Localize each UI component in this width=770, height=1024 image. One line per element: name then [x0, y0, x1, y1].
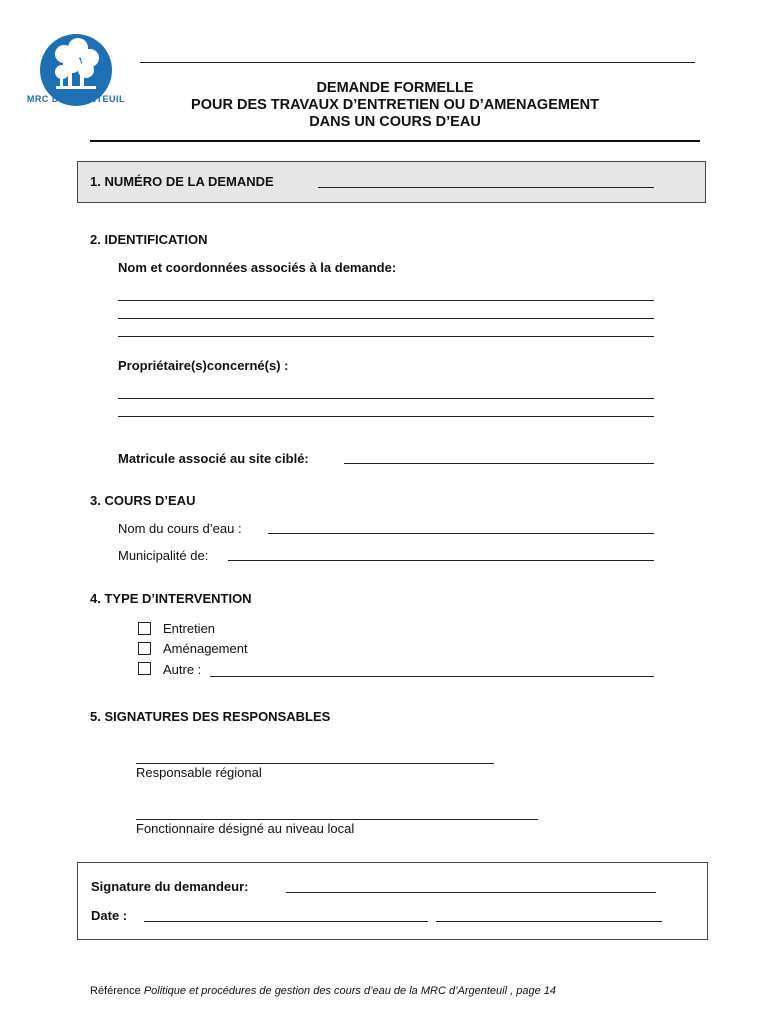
river-name-field[interactable]	[268, 533, 654, 534]
section-identification-heading: 2. IDENTIFICATION	[90, 232, 208, 247]
owners-field-1[interactable]	[118, 398, 654, 399]
footer-reference	[90, 985, 556, 997]
river-name-label: Nom du cours d’eau :	[118, 521, 242, 536]
date-field-1[interactable]	[144, 921, 428, 922]
autre-field[interactable]	[210, 676, 654, 677]
owners-label: Propriétaire(s)concerné(s) :	[118, 358, 289, 373]
regional-signature-label: Responsable régional	[136, 765, 262, 780]
names-field-2[interactable]	[118, 318, 654, 319]
names-field-1[interactable]	[118, 300, 654, 301]
option-amenagement-label: Aménagement	[163, 641, 248, 656]
checkbox-amenagement[interactable]	[138, 642, 151, 655]
applicant-signature-label: Signature du demandeur:	[91, 879, 249, 894]
date-field-2[interactable]	[436, 921, 662, 922]
header-top-rule	[140, 62, 695, 63]
option-entretien-label: Entretien	[163, 621, 216, 636]
logo-text: MRC D'ARGENTEUIL	[26, 94, 126, 104]
title-line-1: DEMANDE FORMELLE	[316, 80, 474, 96]
footer-document-title: Politique et procédures de gestion des cours d’eau de la MRC d’Argenteuil , page 14	[143, 985, 556, 997]
applicant-box	[77, 862, 708, 940]
title-rule	[90, 140, 700, 142]
names-field-3[interactable]	[118, 336, 654, 337]
title-line-2: POUR DES TRAVAUX D’ENTRETIEN OU D’AMENAGEMENT	[191, 97, 599, 113]
date-label: Date :	[91, 908, 128, 923]
request-number-label: 1. NUMÉRO DE LA DEMANDE	[90, 174, 274, 189]
title-line-3: DANS UN COURS D’EAU	[309, 114, 481, 130]
checkbox-entretien[interactable]	[138, 622, 151, 635]
regional-signature-line[interactable]	[136, 763, 494, 764]
matricule-field[interactable]	[344, 463, 654, 464]
local-signature-label: Fonctionnaire désigné au niveau local	[136, 821, 355, 836]
document-title	[90, 80, 700, 131]
local-signature-line[interactable]	[136, 819, 538, 820]
section-request-number	[77, 161, 706, 203]
applicant-signature-field[interactable]	[286, 892, 656, 893]
section-intervention-heading: 4. TYPE D’INTERVENTION	[90, 591, 252, 606]
owners-field-2[interactable]	[118, 416, 654, 417]
names-label: Nom et coordonnées associés à la demande:	[118, 260, 397, 275]
footer-prefix: Référence	[90, 985, 141, 997]
section-signatures-heading: 5. SIGNATURES DES RESPONSABLES	[90, 709, 331, 724]
municipality-label: Municipalité de:	[118, 548, 209, 563]
request-number-field[interactable]	[318, 187, 654, 188]
section-watercourse-heading: 3. COURS D’EAU	[90, 493, 196, 508]
matricule-label: Matricule associé au site ciblé:	[118, 451, 309, 466]
checkbox-autre[interactable]	[138, 662, 151, 675]
option-autre-label: Autre :	[163, 662, 202, 677]
municipality-field[interactable]	[228, 560, 654, 561]
